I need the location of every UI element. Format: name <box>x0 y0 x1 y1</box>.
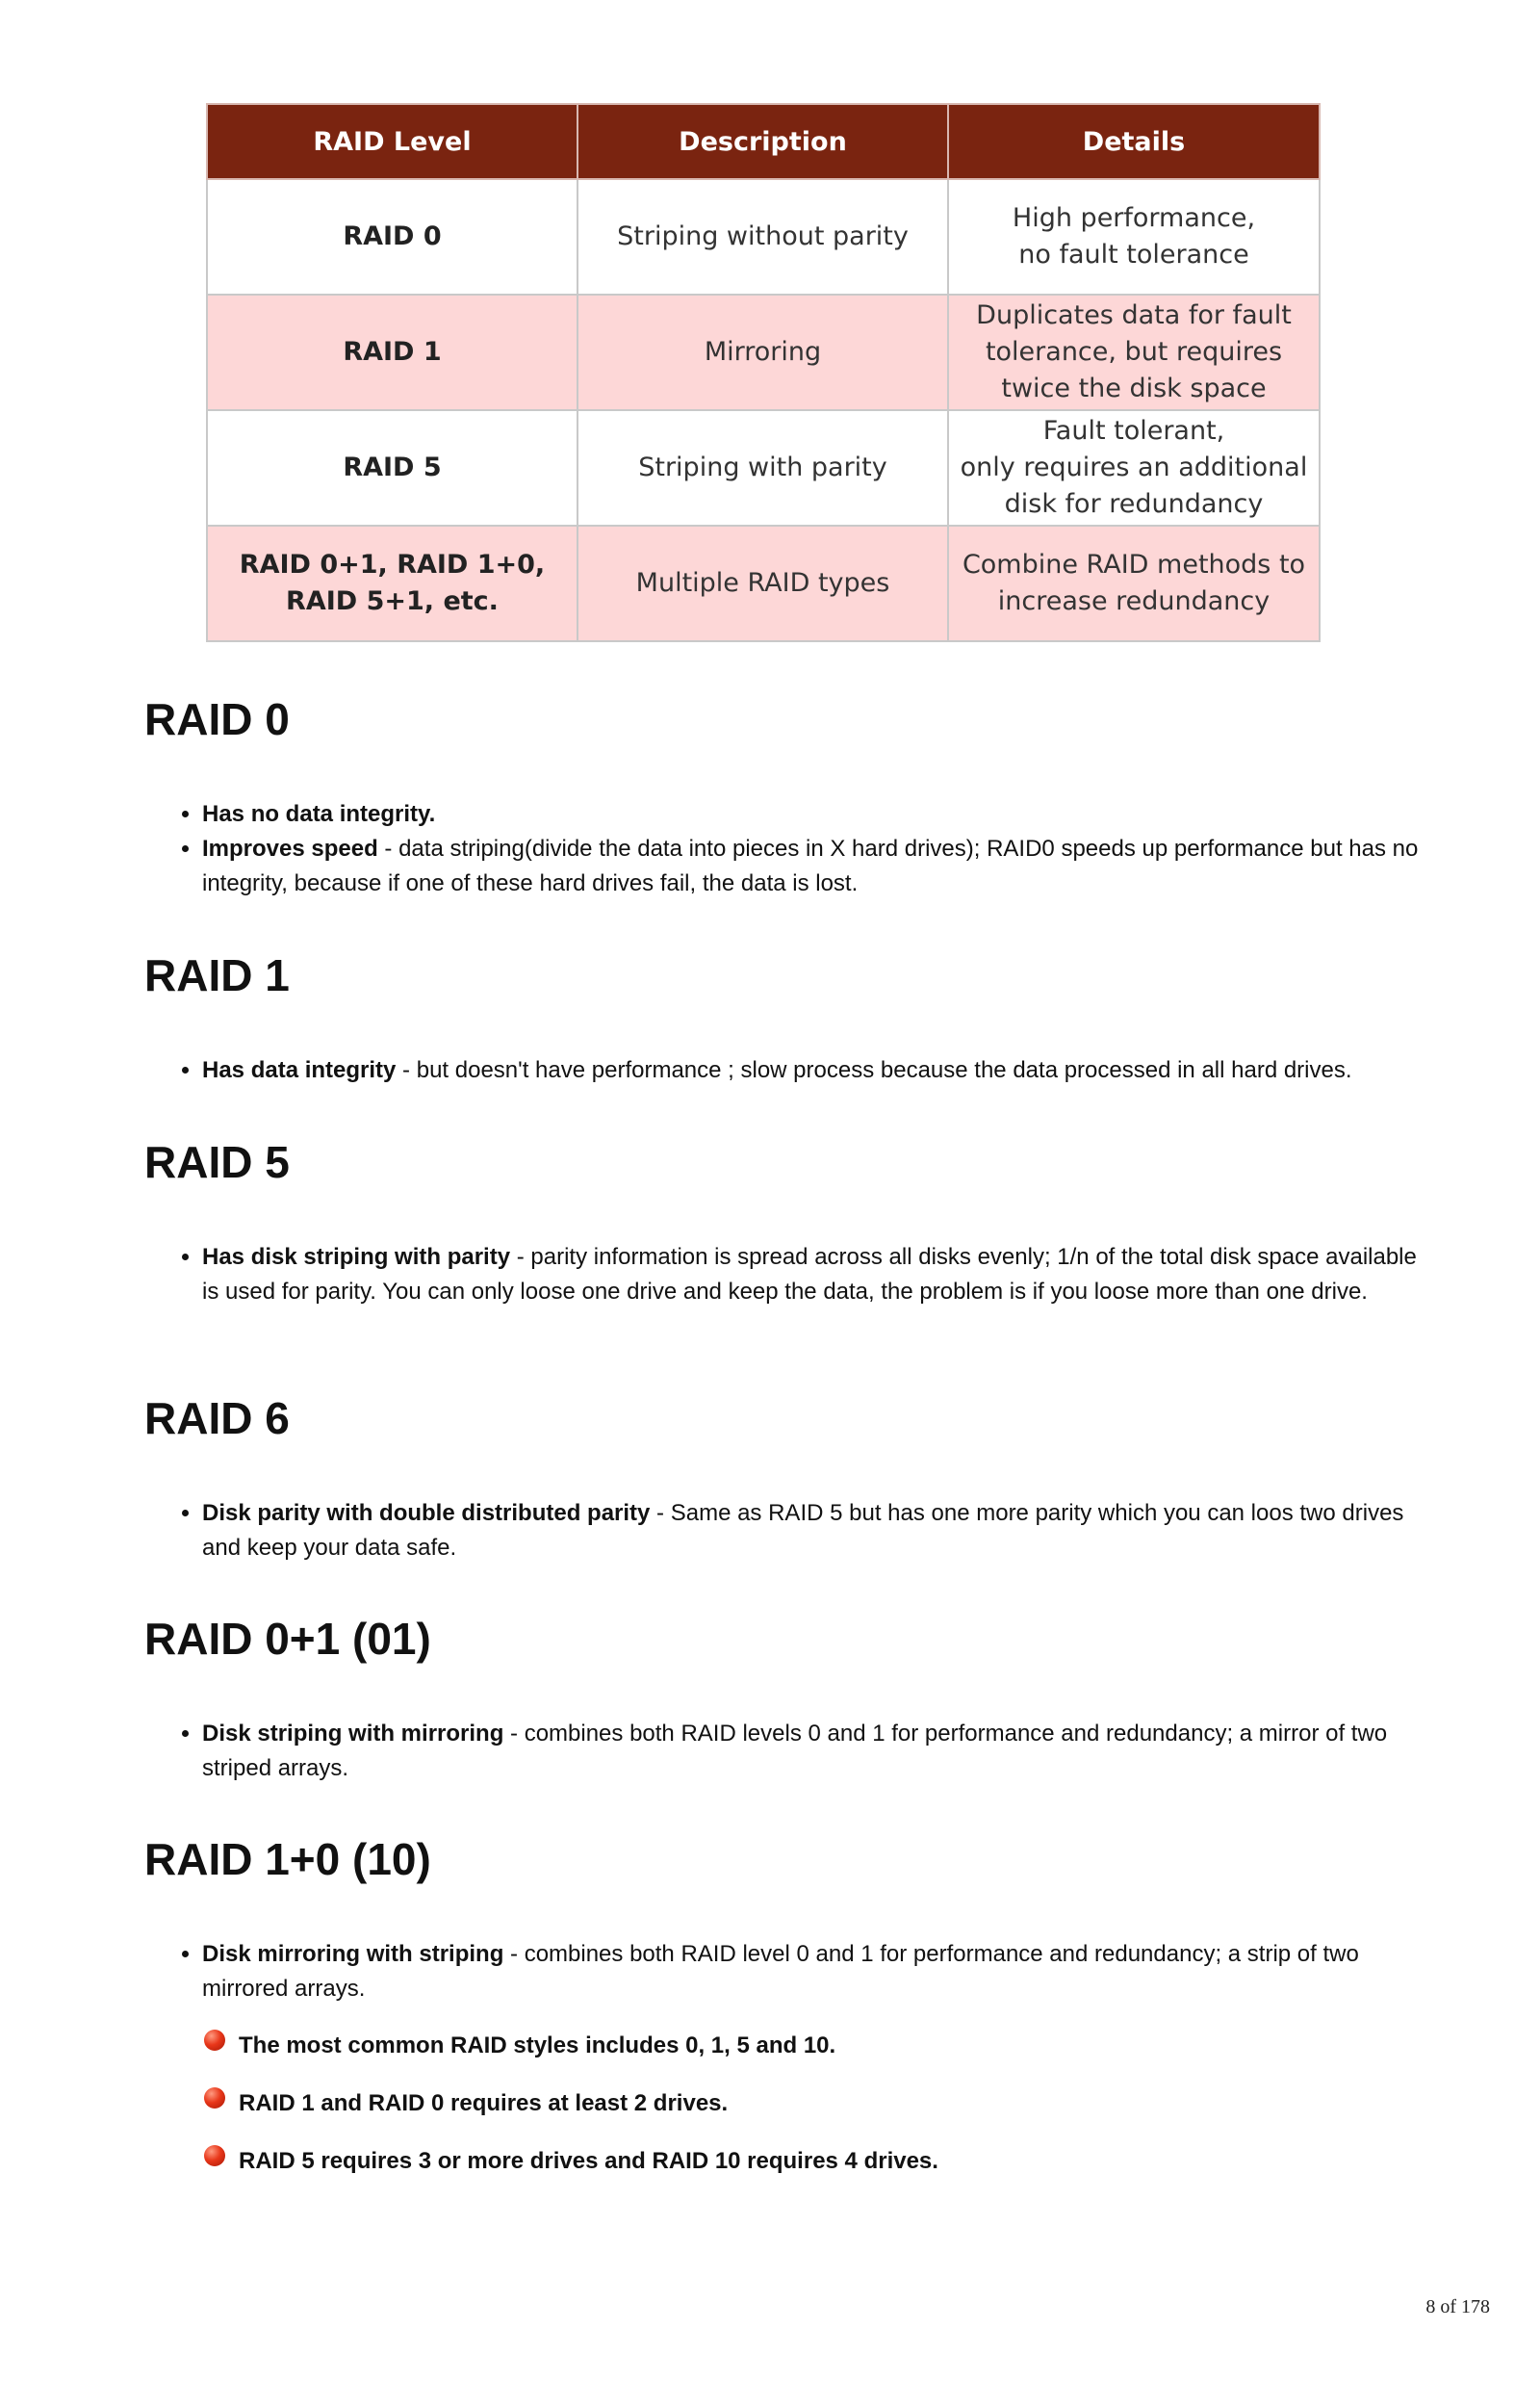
header-details: Details <box>948 104 1320 179</box>
section-title-raid6: RAID 6 <box>144 1393 290 1443</box>
bullet-bold: Disk mirroring with striping <box>202 1941 504 1967</box>
note-item <box>204 2032 835 2059</box>
section-title-raid01: RAID 0+1 (01) <box>144 1614 431 1664</box>
raid5-bullet-list <box>144 1240 1424 1309</box>
bullet-text: - combines both RAID levels 0 and 1 for performance and redundancy; a mirror of two striped arrays. <box>202 1721 1388 1781</box>
bullet-text: - combines both RAID level 0 and 1 for performance and redundancy; a strip of two mirrored arrays. <box>202 1941 1359 2002</box>
page-number: 8 of 178 <box>1425 2296 1490 2317</box>
header-raid-level: RAID Level <box>207 104 578 179</box>
table-header-row <box>207 104 1320 179</box>
red-dot-icon <box>204 2087 225 2109</box>
bullet-bold: Has no data integrity. <box>202 801 436 827</box>
list-item <box>202 1717 1424 1786</box>
bullet-bold: Disk striping with mirroring <box>202 1721 504 1747</box>
list-item <box>202 1240 1424 1309</box>
table-row <box>207 526 1320 641</box>
section-title-raid10: RAID 1+0 (10) <box>144 1834 431 1884</box>
bullet-text: - but doesn't have performance ; slow process because the data processed in all hard drives. <box>396 1057 1352 1083</box>
list-item <box>202 797 1424 832</box>
raid01-bullet-list <box>144 1717 1424 1786</box>
cell-details: Combine RAID methods to increase redundancy <box>948 526 1320 641</box>
section-title-raid1: RAID 1 <box>144 950 290 1000</box>
red-dot-icon <box>204 2030 225 2051</box>
list-item <box>202 1496 1424 1566</box>
header-description: Description <box>578 104 948 179</box>
table-row <box>207 179 1320 295</box>
raid1-bullet-list <box>144 1053 1424 1088</box>
bullet-bold: Improves speed <box>202 836 378 862</box>
raid10-bullet-list <box>144 1937 1424 2006</box>
section-title-raid0: RAID 0 <box>144 694 290 744</box>
raid6-bullet-list <box>144 1496 1424 1566</box>
bullet-bold: Disk parity with double distributed parity <box>202 1500 651 1526</box>
cell-description: Striping with parity <box>578 410 948 526</box>
raid0-bullet-list <box>144 797 1424 901</box>
cell-description: Multiple RAID types <box>578 526 948 641</box>
cell-description: Striping without parity <box>578 179 948 295</box>
raid-levels-table <box>206 103 1321 642</box>
bullet-text: - data striping(divide the data into pieces in X hard drives); RAID0 speeds up performance but has no integrity, because if one of these hard drives fail, the data is lost. <box>202 836 1419 896</box>
bullet-bold: Has disk striping with parity <box>202 1244 511 1270</box>
cell-level: RAID 1 <box>207 295 578 410</box>
red-dot-icon <box>204 2145 225 2166</box>
bullet-text: - parity information is spread across all disks evenly; 1/n of the total disk space available is used for parity. You can only loose one drive and keep the data, the problem is if you loose more than one drive. <box>202 1244 1417 1305</box>
note-text: RAID 1 and RAID 0 requires at least 2 drives. <box>239 2090 729 2116</box>
note-item <box>204 2148 938 2175</box>
list-item <box>202 1937 1424 2006</box>
bullet-text: - Same as RAID 5 but has one more parity which you can loos two drives and keep your data safe. <box>202 1500 1404 1561</box>
list-item <box>202 1053 1424 1088</box>
note-text: RAID 5 requires 3 or more drives and RAID 10 requires 4 drives. <box>239 2148 938 2174</box>
cell-description: Mirroring <box>578 295 948 410</box>
cell-level: RAID 0 <box>207 179 578 295</box>
list-item <box>202 832 1424 901</box>
bullet-bold: Has data integrity <box>202 1057 397 1083</box>
cell-details: Fault tolerant, only requires an additional disk for redundancy <box>948 410 1320 526</box>
note-item <box>204 2090 728 2117</box>
note-text: The most common RAID styles includes 0, 1, 5 and 10. <box>239 2032 836 2058</box>
cell-details: High performance, no fault tolerance <box>948 179 1320 295</box>
cell-details: Duplicates data for fault tolerance, but requires twice the disk space <box>948 295 1320 410</box>
table-row <box>207 295 1320 410</box>
table-row <box>207 410 1320 526</box>
cell-level: RAID 5 <box>207 410 578 526</box>
cell-level: RAID 0+1, RAID 1+0, RAID 5+1, etc. <box>207 526 578 641</box>
section-title-raid5: RAID 5 <box>144 1137 290 1187</box>
